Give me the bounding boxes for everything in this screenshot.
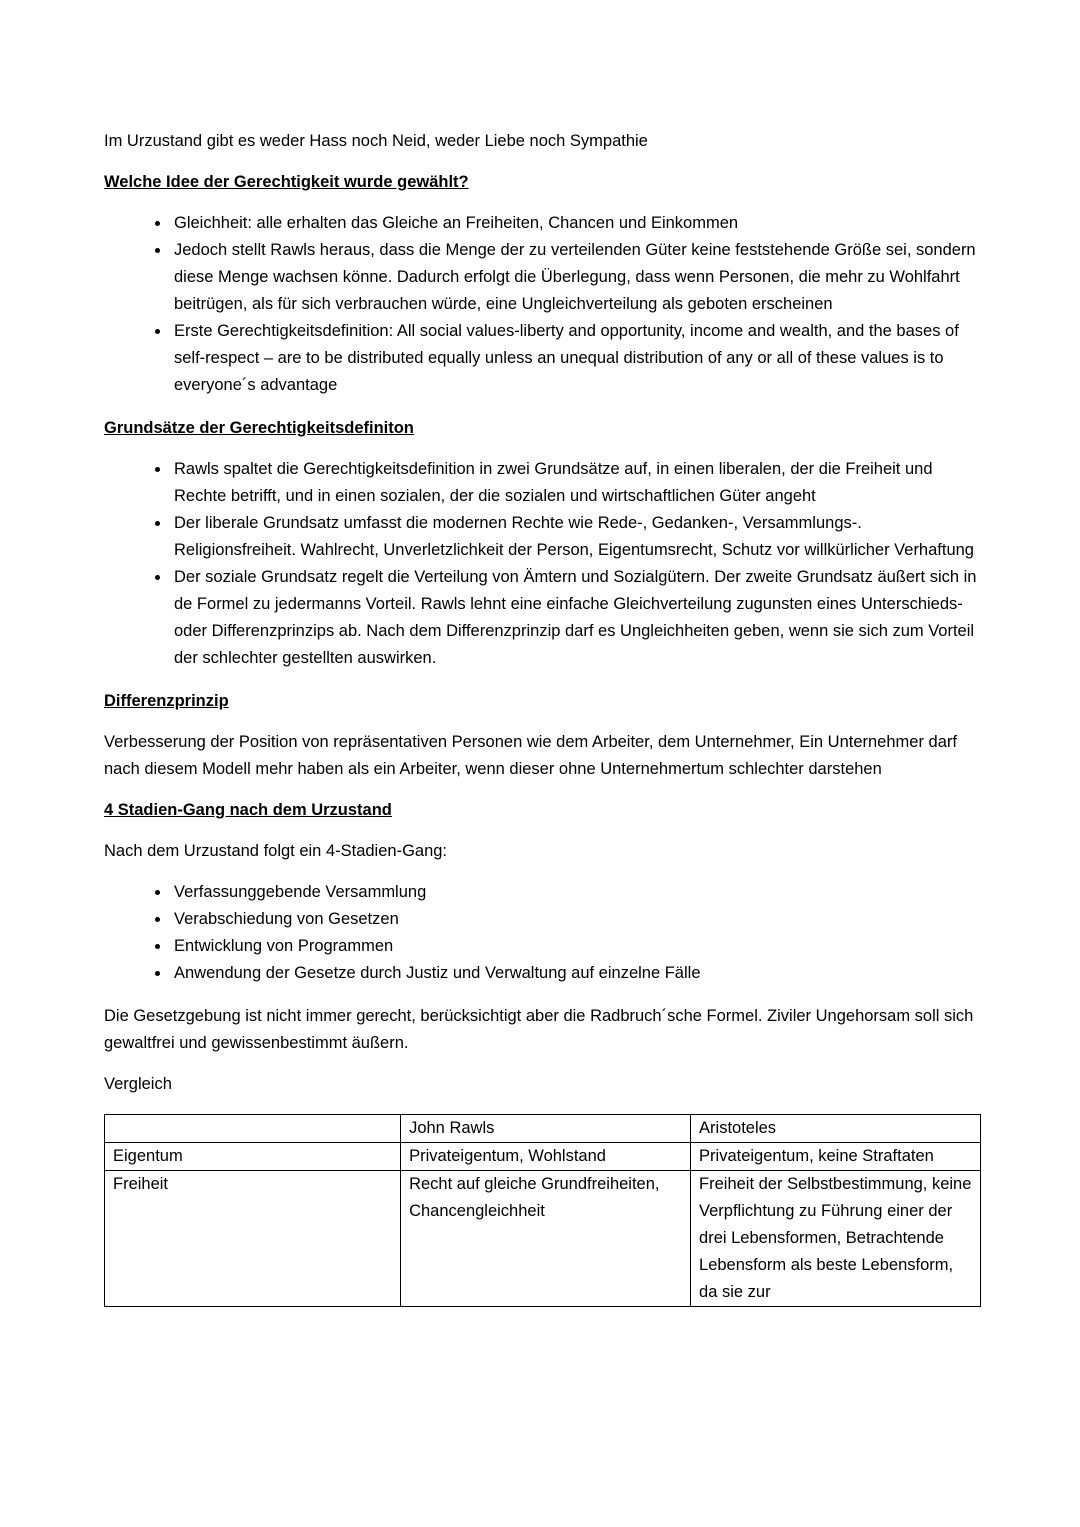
table-cell-label: Eigentum [105, 1143, 401, 1171]
stadien-bullet-list [104, 879, 981, 987]
bullet-item: • Der liberale Grundsatz umfasst die modernen Rechte wie Rede-, Gedanken-, Versammlungs-. Religionsfreiheit. Wahlrecht, Unverletzlichkeit der Person, Eigentumsrecht, Schutz vor willkürlicher Verhaftung [171, 510, 981, 564]
differenzprinzip-paragraph: Verbesserung der Position von repräsentativen Personen wie dem Arbeiter, dem Unternehmer, Ein Unternehmer darf nach diesem Modell mehr haben als ein Arbeiter, wenn dieser ohne Unternehmertum schlechter darstehen [104, 733, 957, 778]
idea-bullet-list [104, 210, 981, 399]
grundsaetze-bullet-list [104, 456, 981, 672]
stadien-outro-paragraph: Die Gesetzgebung ist nicht immer gerecht, berücksichtigt aber die Radbruch´sche Formel. Ziviler Ungehorsam soll sich gewaltfrei und gewissenbestimmt äußern. [104, 1007, 974, 1052]
table-header-row [105, 1115, 981, 1143]
stadien-intro-paragraph: Nach dem Urzustand folgt ein 4-Stadien-Gang: [104, 842, 448, 860]
bullet-item: • Gleichheit: alle erhalten das Gleiche an Freiheiten, Chancen und Einkommen [171, 210, 981, 237]
section-heading-stadien: 4 Stadien-Gang nach dem Urzustand [104, 801, 392, 819]
table-row [105, 1143, 981, 1171]
comparison-label: Vergleich [104, 1075, 172, 1093]
table-header-cell [105, 1115, 401, 1143]
table-header-cell: Aristoteles [691, 1115, 981, 1143]
bullet-item: • Erste Gerechtigkeitsdefinition: All social values-liberty and opportunity, income and wealth, and the bases of self-respect – are to be distributed equally unless an unequal distribution of any or all of these values is to everyone´s advantage [171, 318, 981, 399]
comparison-table [104, 1114, 981, 1307]
table-cell-label: Freiheit [105, 1171, 401, 1307]
table-cell-aristoteles: Privateigentum, keine Straftaten [691, 1143, 981, 1171]
bullet-item: • Verfassunggebende Versammlung [171, 879, 981, 906]
bullet-item: • Jedoch stellt Rawls heraus, dass die Menge der zu verteilenden Güter keine feststehende Größe sei, sondern diese Menge wachsen könne. Dadurch erfolgt die Überlegung, dass wenn Personen, die mehr zu Wohlfahrt beitrügen, als für sich verbrauchen würde, eine Ungleichverteilung als geboten erscheinen [171, 237, 981, 318]
section-heading-grundsaetze: Grundsätze der Gerechtigkeitsdefiniton [104, 419, 414, 437]
table-row [105, 1171, 981, 1307]
bullet-item: • Der soziale Grundsatz regelt die Verteilung von Ämtern und Sozialgütern. Der zweite Grundsatz äußert sich in de Formel zu jedermanns Vorteil. Rawls lehnt eine einfache Gleichverteilung zugunsten eines Unterschieds- oder Differenzprinzips ab. Nach dem Differenzprinzip darf es Ungleichheiten geben, wenn sie sich zum Vorteil der schlechter gestellten auswirken. [171, 564, 981, 672]
bullet-item: • Rawls spaltet die Gerechtigkeitsdefinition in zwei Grundsätze auf, in einen liberalen, der die Freiheit und Rechte betrifft, und in einen sozialen, der die sozialen und wirtschaftlichen Güter angeht [171, 456, 981, 510]
bullet-item: • Anwendung der Gesetze durch Justiz und Verwaltung auf einzelne Fälle [171, 960, 981, 987]
table-header-cell: John Rawls [401, 1115, 691, 1143]
intro-paragraph: Im Urzustand gibt es weder Hass noch Neid, weder Liebe noch Sympathie [104, 132, 648, 150]
section-heading-differenzprinzip: Differenzprinzip [104, 692, 229, 710]
table-cell-rawls: Recht auf gleiche Grundfreiheiten, Chancengleichheit [401, 1171, 691, 1307]
bullet-item: • Entwicklung von Programmen [171, 933, 981, 960]
table-cell-aristoteles: Freiheit der Selbstbestimmung, keine Verpflichtung zu Führung einer der drei Lebensformen, Betrachtende Lebensform als beste Lebensform, da sie zur [691, 1171, 981, 1307]
bullet-item: • Verabschiedung von Gesetzen [171, 906, 981, 933]
table-cell-rawls: Privateigentum, Wohlstand [401, 1143, 691, 1171]
section-heading-idea: Welche Idee der Gerechtigkeit wurde gewählt? [104, 173, 469, 191]
